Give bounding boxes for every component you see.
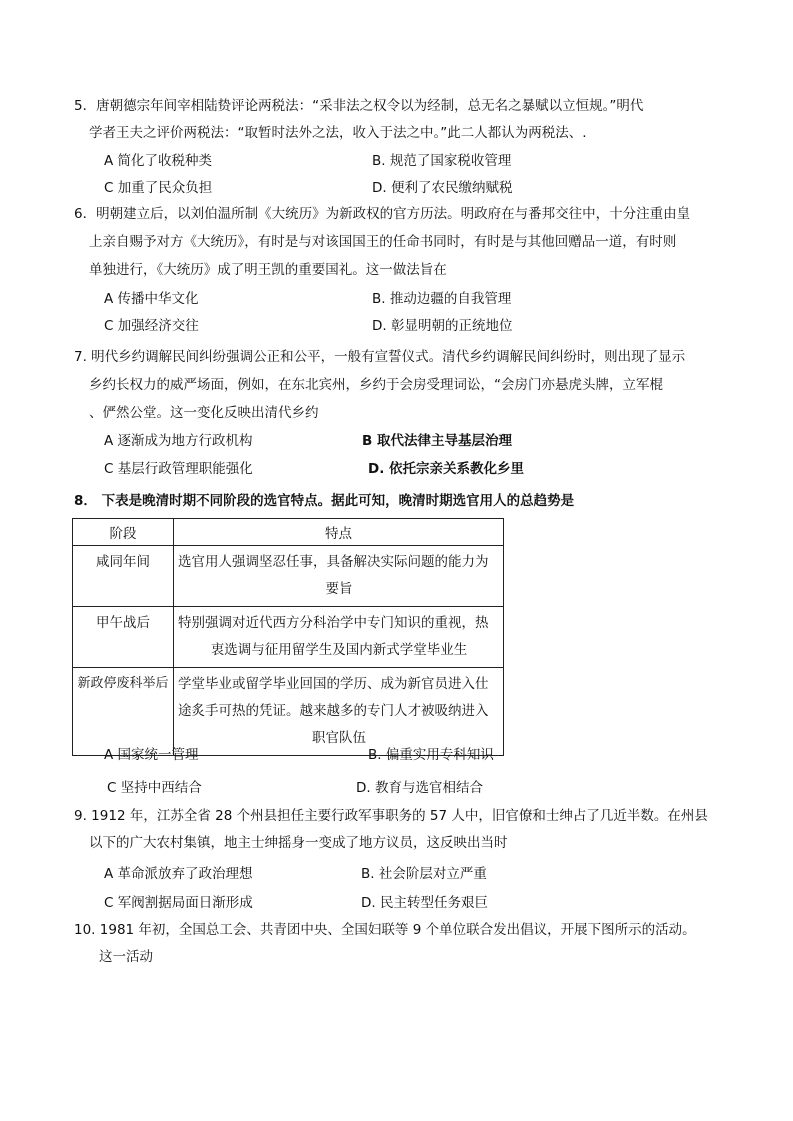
q10-stem-line1: 10. 1981 年初，全国总工会、共青团中央、全国妇联等 9 个单位联合发出倡议，开展下图所示的活动。 xyxy=(74,922,696,938)
feature-line: 衷选调与征用留学生及国内新式学堂毕业生 xyxy=(210,642,468,658)
table-cell-feature xyxy=(174,546,504,607)
q5-stem-line2: 学者王夫之评价两税法：“取暂时法外之法，收入于法之中。”此二人都认为两税法、. xyxy=(89,125,587,141)
feature-line: 学堂毕业或留学毕业回国的学历、成为新官员进入仕 xyxy=(178,676,489,692)
q5-stem-line1: 5．唐朝德宗年间宰相陆贽评论两税法：“采非法之权令以为经制，总无名之暴赋以立恒规。”明代 xyxy=(74,98,644,114)
table-cell-stage: 新政停废科举后 xyxy=(73,668,174,756)
q6-option-d[interactable]: D. 彰显明朝的正统地位 xyxy=(372,318,513,334)
q7-option-b[interactable]: B 取代法律主导基层治理 xyxy=(362,433,512,449)
q7-option-c[interactable]: C 基层行政管理职能强化 xyxy=(104,461,253,477)
table-row xyxy=(73,668,504,756)
table-row xyxy=(73,546,504,607)
q7-stem-line2: 乡约长权力的威严场面，例如，在东北宾州，乡约于会房受理词讼，“会房门亦悬虎头牌，立军棍 xyxy=(89,377,663,393)
q9-option-c[interactable]: C 军阀割据局面日渐形成 xyxy=(104,895,253,911)
feature-line: 要旨 xyxy=(325,581,353,597)
feature-line: 选官用人强调坚忍任事，具备解决实际问题的能力为 xyxy=(178,554,489,570)
q6-option-b[interactable]: B. 推动边疆的自我管理 xyxy=(372,291,512,307)
q5-option-b[interactable]: B. 规范了国家税收管理 xyxy=(372,153,512,169)
q9-option-d[interactable]: D. 民主转型任务艰巨 xyxy=(361,895,488,911)
table-cell-feature xyxy=(174,607,504,668)
table-header-stage: 阶段 xyxy=(73,519,174,546)
feature-line: 职官队伍 xyxy=(312,730,366,746)
q6-stem-line3: 单独进行，《大统历》成了明王凯的重要国礼。这一做法旨在 xyxy=(89,262,447,278)
q6-stem-line1: 6．明朝建立后，以刘伯温所制《大统历》为新政权的官方历法。明政府在与番邦交往中，十分注重由皇 xyxy=(74,206,691,222)
q8-stem: 8． 下表是晚清时期不同阶段的选官特点。据此可知，晚清时期选官用人的总趋势是 xyxy=(74,493,575,509)
q8-option-c[interactable]: C 坚持中西结合 xyxy=(107,780,202,796)
q8-option-a[interactable]: A 国家统一管理 xyxy=(104,747,199,763)
q7-stem-line3: 、俨然公堂。这一变化反映出清代乡约 xyxy=(89,405,319,421)
q7-option-a[interactable]: A 逐渐成为地方行政机构 xyxy=(104,433,253,449)
q9-stem-line1: 9. 1912 年，江苏全省 28 个州县担任主要行政军事职务的 57 人中，旧官僚和士绅占了几近半数。在州县 xyxy=(74,808,708,824)
table-header-feature: 特点 xyxy=(174,519,504,546)
feature-line: 途炙手可热的凭证。越来越多的专门人才被吸纳进入 xyxy=(178,703,489,719)
table-cell-feature xyxy=(174,668,504,756)
q9-stem-line2: 以下的广大农村集镇，地主士绅摇身一变成了地方议员，这反映出当时 xyxy=(89,835,508,851)
q7-option-d[interactable]: D. 依托宗亲关系教化乡里 xyxy=(368,461,525,477)
q6-option-a[interactable]: A 传播中华文化 xyxy=(104,291,199,307)
q7-stem-line1: 7. 明代乡约调解民间纠纷强调公正和公平，一般有宣誓仪式。清代乡约调解民间纠纷时，则出现了显示 xyxy=(74,349,686,365)
q9-option-a[interactable]: A 革命派放弃了政治理想 xyxy=(104,866,253,882)
q10-stem-line2: 这一活动 xyxy=(99,949,153,965)
q5-option-d[interactable]: D. 便利了农民缴纳赋税 xyxy=(372,180,513,196)
feature-line: 特别强调对近代西方分科治学中专门知识的重视，热 xyxy=(178,615,489,631)
q9-option-b[interactable]: B. 社会阶层对立严重 xyxy=(361,866,487,882)
table-row xyxy=(73,607,504,668)
table-cell-stage: 甲午战后 xyxy=(73,607,174,668)
q8-option-b[interactable]: B. 偏重实用专科知识 xyxy=(368,747,494,763)
q8-table xyxy=(72,518,504,756)
q5-option-c[interactable]: C 加重了民众负担 xyxy=(104,180,213,196)
q5-option-a[interactable]: A 简化了收税种类 xyxy=(104,153,213,169)
table-header-row xyxy=(73,519,504,546)
q6-stem-line2: 上亲自赐予对方《大统历》，有时是与对该国国王的任命书同时，有时是与其他回赠品一道，有时则 xyxy=(89,234,677,250)
table-cell-stage: 咸同年间 xyxy=(73,546,174,607)
q6-option-c[interactable]: C 加强经济交往 xyxy=(104,318,199,334)
q8-option-d[interactable]: D. 教育与选官相结合 xyxy=(356,780,483,796)
